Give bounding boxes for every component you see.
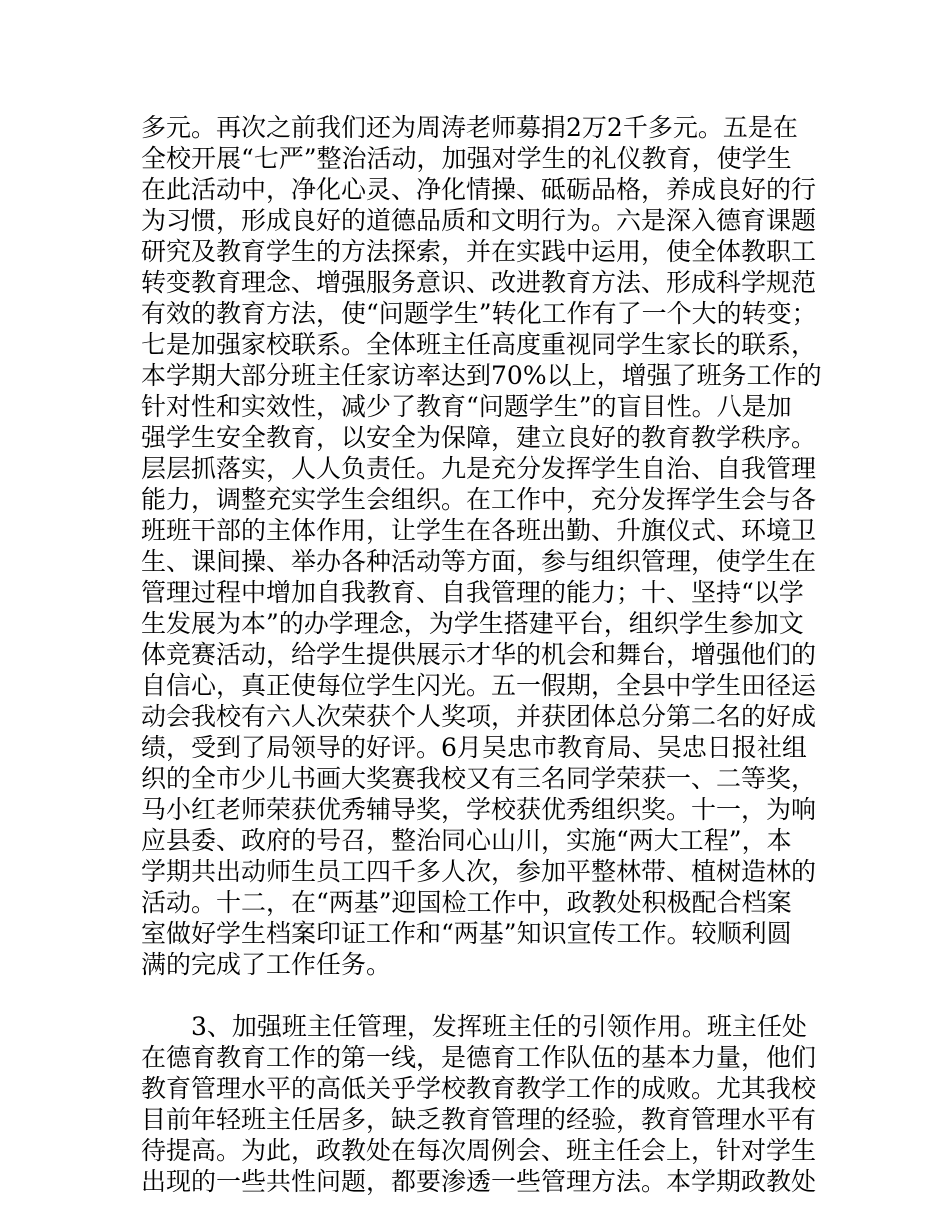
text-line: 生发展为本”的办学理念，为学生搭建平台，组织学生参加文 bbox=[141, 609, 804, 638]
text-line: 动会我校有六人次荣获个人奖项，并获团体总分第二名的好成 bbox=[141, 702, 817, 731]
document-page bbox=[141, 112, 822, 1197]
paragraph-2 bbox=[141, 1011, 822, 1197]
text-line: 针对性和实效性，减少了教育“问题学生”的盲目性。八是加 bbox=[141, 392, 792, 421]
text-line: 学期共出动师生员工四千多人次，参加平整林带、植树造林的 bbox=[141, 857, 817, 886]
text-line: 3、加强班主任管理，发挥班主任的引领作用。班主任处 bbox=[141, 1012, 807, 1041]
text-line: 应县委、政府的号召，整治同心山川，实施“两大工程”，本 bbox=[141, 826, 792, 855]
text-line: 自信心，真正使每位学生闪光。五一假期，全县中学生田径运 bbox=[141, 671, 817, 700]
text-line: 多元。再次之前我们还为周涛老师募捐2万2千多元。五是在 bbox=[141, 113, 798, 142]
text-line: 为习惯，形成良好的道德品质和文明行为。六是深入德育课题 bbox=[141, 206, 817, 235]
text-line: 待提高。为此，政教处在每次周例会、班主任会上，针对学生 bbox=[141, 1136, 817, 1165]
text-line: 在德育教育工作的第一线，是德育工作队伍的基本力量，他们 bbox=[141, 1043, 817, 1072]
text-line: 研究及教育学生的方法探索，并在实践中运用，使全体教职工 bbox=[141, 237, 817, 266]
text-line: 目前年轻班主任居多，缺乏教育管理的经验，教育管理水平有 bbox=[141, 1105, 817, 1134]
paragraph-spacer bbox=[141, 980, 822, 1011]
text-line: 七是加强家校联系。全体班主任高度重视同学生家长的联系， bbox=[141, 330, 817, 359]
text-line: 转变教育理念、增强服务意识、改进教育方法、形成科学规范 bbox=[141, 268, 817, 297]
text-line: 满的完成了工作任务。 bbox=[141, 950, 392, 979]
text-line: 生、课间操、举办各种活动等方面，参与组织管理，使学生在 bbox=[141, 547, 817, 576]
text-line: 全校开展“七严”整治活动，加强对学生的礼仪教育，使学生 bbox=[141, 144, 792, 173]
text-line: 能力，调整充实学生会组织。在工作中，充分发挥学生会与各 bbox=[141, 485, 817, 514]
text-line: 出现的一些共性问题，都要渗透一些管理方法。本学期政教处 bbox=[141, 1167, 817, 1196]
text-line: 织的全市少儿书画大奖赛我校又有三名同学荣获一、二等奖， bbox=[141, 764, 817, 793]
text-line: 强学生安全教育，以安全为保障，建立良好的教育教学秩序。 bbox=[141, 423, 817, 452]
text-line: 体竞赛活动，给学生提供展示才华的机会和舞台，增强他们的 bbox=[141, 640, 817, 669]
text-line: 室做好学生档案印证工作和“两基”知识宣传工作。较顺利圆 bbox=[141, 919, 792, 948]
text-line: 在此活动中，净化心灵、净化情操、砥砺品格，养成良好的行 bbox=[141, 175, 817, 204]
text-line: 绩，受到了局领导的好评。6月吴忠市教育局、吴忠日报社组 bbox=[141, 733, 807, 762]
text-line: 班班干部的主体作用，让学生在各班出勤、升旗仪式、环境卫 bbox=[141, 516, 817, 545]
text-line: 教育管理水平的高低关乎学校教育教学工作的成败。尤其我校 bbox=[141, 1074, 817, 1103]
text-line: 活动。十二，在“两基”迎国检工作中，政教处积极配合档案 bbox=[141, 888, 792, 917]
text-line: 有效的教育方法，使“问题学生”转化工作有了一个大的转变； bbox=[141, 299, 817, 328]
text-line: 本学期大部分班主任家访率达到70%以上，增强了班务工作的 bbox=[141, 361, 822, 390]
paragraph-1 bbox=[141, 112, 822, 980]
text-line: 层层抓落实，人人负责任。九是充分发挥学生自治、自我管理 bbox=[141, 454, 817, 483]
text-line: 管理过程中增加自我教育、自我管理的能力；十、坚持“以学 bbox=[141, 578, 804, 607]
text-line: 马小红老师荣获优秀辅导奖，学校获优秀组织奖。十一，为响 bbox=[141, 795, 817, 824]
